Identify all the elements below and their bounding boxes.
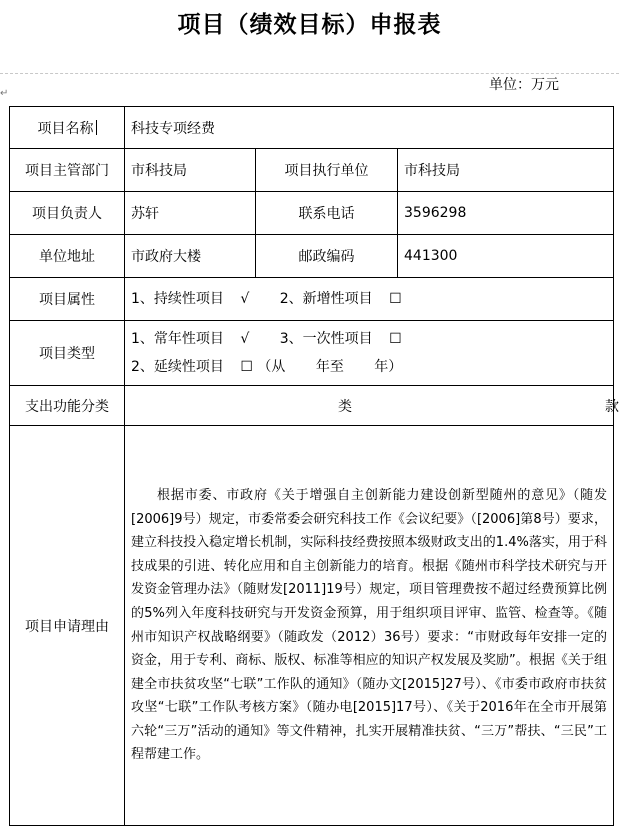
row-attribute <box>10 278 614 321</box>
row-department <box>10 149 614 192</box>
person-label: 项目负责人 <box>10 192 125 235</box>
type-year-to: 年至 <box>315 359 344 375</box>
type-option-annual[interactable]: 1、常年性项目 <box>131 331 224 347</box>
function-class-label: 支出功能分类 <box>10 386 125 426</box>
page-title: 项目（绩效目标）申报表 <box>177 12 442 38</box>
attribute-new-checkbox[interactable]: ☐ <box>389 291 402 307</box>
function-class-section: 款 <box>605 398 619 415</box>
text-cursor <box>96 120 97 135</box>
type-annual-checkmark[interactable]: √ <box>240 331 250 347</box>
type-option-one-time[interactable]: 3、一次性项目 <box>279 331 373 347</box>
executor-value[interactable]: 市科技局 <box>398 149 614 192</box>
executor-label: 项目执行单位 <box>256 149 398 192</box>
unit-label: 单位：万元 <box>489 77 559 93</box>
type-year-end: 年） <box>374 359 403 375</box>
row-address <box>10 235 614 278</box>
address-value[interactable]: 市政府大楼 <box>125 235 256 278</box>
row-person <box>10 192 614 235</box>
attribute-option-continuing[interactable]: 1、持续性项目 <box>131 291 224 307</box>
reason-text: 根据市委、市政府《关于增强自主创新能力建设创新型随州的意见》（随发[2006]9号）规定，市委常委会研究科技工作《会议纪要》（[2006]第8号）要求，建立科技投入稳定增长机制，实际科技经费按照本级财政支出的1.4%落实，用于科技成果的引进、转化应用和自主创新能力的培育。根据《随州市科学技术研究与开发资金管理办法》（随财发[2011]19号）规定，项目管理费按不超过经费预算比例的5%列入年度科技研究与开发资金预算，用于组织项目评审、监管、检查等。《随州市知识产权战略纲要》（随政发（2012）36号）要求：“市财政每年安排一定的资金，用于专利、商标、版权、标准等相应的知识产权发展及奖励”。根据《关于组建全市扶贫攻坚“七联”工作队的通知》（随办文[2015]27号）、《市委市政府市扶贫攻坚“七联”工作队考核方案》（随办电[2015]17号）、《关于2016年在全市开展第六轮“三万”活动的通知》等文件精神，扎实开展精准扶贫、“三万”帮扶、“三民”工程帮建工作。 <box>131 487 608 763</box>
postcode-value[interactable]: 441300 <box>398 235 614 278</box>
reason-label: 项目申请理由 <box>10 426 125 826</box>
type-year-from: （从 <box>257 359 286 375</box>
phone-value[interactable]: 3596298 <box>398 192 614 235</box>
attribute-continuing-checkmark[interactable]: √ <box>240 291 250 307</box>
type-options <box>125 321 614 386</box>
type-option-extended[interactable]: 2、延续性项目 <box>131 359 224 375</box>
function-class-value <box>125 386 619 426</box>
attribute-options <box>125 278 614 321</box>
attribute-label: 项目属性 <box>10 278 125 321</box>
type-one-time-checkbox[interactable]: ☐ <box>389 331 402 347</box>
paragraph-mark-icon: ↵ <box>0 88 9 99</box>
row-project-name <box>10 107 614 149</box>
attribute-option-new[interactable]: 2、新增性项目 <box>279 291 373 307</box>
type-extended-checkbox[interactable]: ☐ <box>240 359 253 375</box>
phone-label: 联系电话 <box>256 192 398 235</box>
department-value[interactable]: 市科技局 <box>125 149 256 192</box>
person-value[interactable]: 苏轩 <box>125 192 256 235</box>
row-type <box>10 321 614 386</box>
address-label: 单位地址 <box>10 235 125 278</box>
project-name-label: 项目名称 <box>10 107 125 149</box>
postcode-label: 邮政编码 <box>256 235 398 278</box>
reason-body[interactable] <box>125 426 614 826</box>
row-reason <box>10 426 614 826</box>
row-function-class <box>10 386 614 426</box>
department-label: 项目主管部门 <box>10 149 125 192</box>
application-form <box>9 106 619 826</box>
project-name-value[interactable]: 科技专项经费 <box>125 107 614 149</box>
type-label: 项目类型 <box>10 321 125 386</box>
function-class-category: 类 <box>338 398 352 415</box>
